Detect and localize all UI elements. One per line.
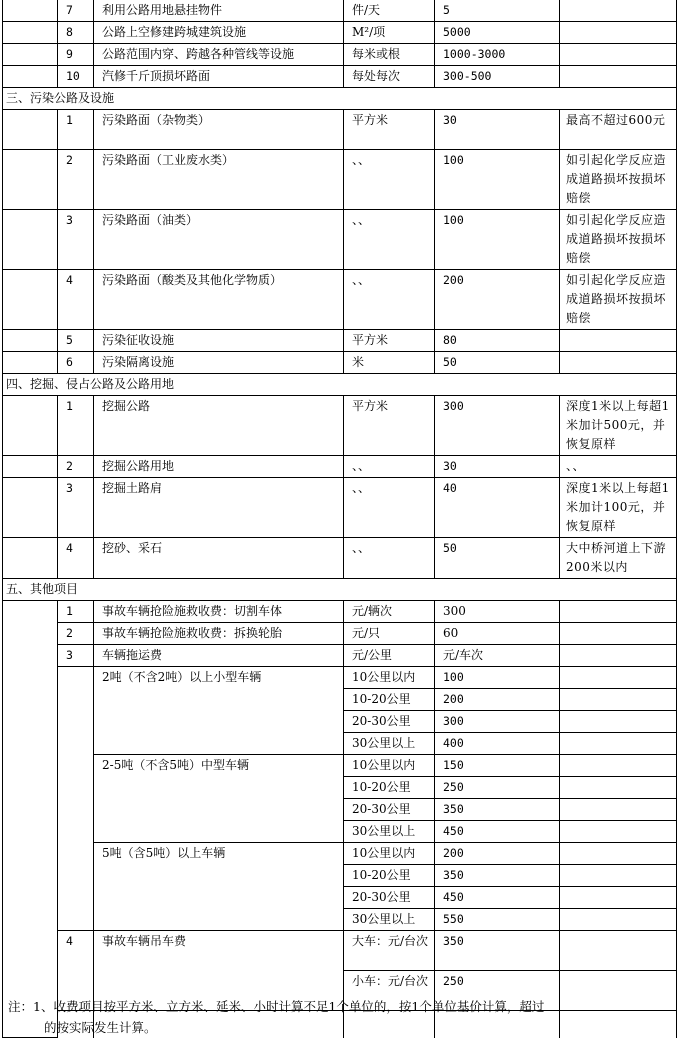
item-remark: 、、 <box>560 456 677 478</box>
item-price: 30 <box>435 110 560 150</box>
item-unit: 、、 <box>344 270 435 330</box>
section-header <box>3 579 677 601</box>
table-row <box>3 0 677 22</box>
tow-tier-row <box>3 843 677 865</box>
item-remark <box>560 0 677 22</box>
table-row <box>3 931 677 971</box>
tier-price: 400 <box>435 733 560 755</box>
item-number: 1 <box>58 396 94 456</box>
item-price: 5000 <box>435 22 560 44</box>
item-number: 3 <box>58 645 94 667</box>
table-row <box>3 210 677 270</box>
vehicle-class: 2-5吨（不含5吨）中型车辆 <box>94 755 344 843</box>
item-number: 2 <box>58 623 94 645</box>
item-unit: 米 <box>344 352 435 374</box>
blank-cell <box>560 799 677 821</box>
blank-cell <box>3 210 58 270</box>
item-unit: 每处每次 <box>344 66 435 88</box>
item-price: 200 <box>435 270 560 330</box>
item-unit: 、、 <box>344 538 435 579</box>
section-header <box>3 374 677 396</box>
item-name: 污染路面（油类） <box>94 210 344 270</box>
table-row <box>3 645 677 667</box>
item-name: 挖掘公路用地 <box>94 456 344 478</box>
table-row <box>3 44 677 66</box>
tier-price: 550 <box>435 909 560 931</box>
item-unit: 每米或根 <box>344 44 435 66</box>
item-number: 1 <box>58 110 94 150</box>
distance-tier: 20-30公里 <box>344 887 435 909</box>
blank-cell <box>560 821 677 843</box>
table-row <box>3 352 677 374</box>
blank-cell <box>3 538 58 579</box>
tier-price: 300 <box>435 711 560 733</box>
item-name: 污染征收设施 <box>94 330 344 352</box>
distance-tier: 10公里以内 <box>344 755 435 777</box>
item-name: 公路上空修建跨城建筑设施 <box>94 22 344 44</box>
table-row <box>3 330 677 352</box>
item-unit: 大车：元/台次 <box>344 931 435 971</box>
item-price: 80 <box>435 330 560 352</box>
table-row <box>3 601 677 623</box>
blank-cell <box>3 270 58 330</box>
blank-cell <box>560 711 677 733</box>
item-price: 5 <box>435 0 560 22</box>
item-price: 100 <box>435 210 560 270</box>
item-unit: 平方米 <box>344 330 435 352</box>
item-remark: 深度1米以上每超1米加计100元，并恢复原样 <box>560 478 677 538</box>
item-price: 60 <box>435 623 560 645</box>
section-title: 五、其他项目 <box>3 579 677 601</box>
item-price: 1000-3000 <box>435 44 560 66</box>
tier-price: 350 <box>435 799 560 821</box>
blank-cell <box>560 865 677 887</box>
table-row <box>3 396 677 456</box>
item-name: 污染路面（酸类及其他化学物质） <box>94 270 344 330</box>
item-unit: 件/天 <box>344 0 435 22</box>
table-row <box>3 623 677 645</box>
item-remark <box>560 645 677 667</box>
tow-tier-row <box>3 755 677 777</box>
item-price: 300-500 <box>435 66 560 88</box>
distance-tier: 30公里以上 <box>344 909 435 931</box>
blank-cell <box>3 0 58 22</box>
tier-price: 150 <box>435 755 560 777</box>
distance-tier: 10公里以内 <box>344 843 435 865</box>
item-unit: 小车：元/台次 <box>344 971 435 1011</box>
item-price: 300 <box>435 601 560 623</box>
item-price: 元/车次 <box>435 645 560 667</box>
table-row <box>3 456 677 478</box>
item-remark <box>560 44 677 66</box>
table-row <box>3 150 677 210</box>
blank-cell <box>3 330 58 352</box>
vehicle-class: 5吨（含5吨）以上车辆 <box>94 843 344 931</box>
blank-cell <box>3 601 58 1038</box>
blank-cell <box>3 352 58 374</box>
footnote <box>8 996 668 1038</box>
item-unit: M²/项 <box>344 22 435 44</box>
tier-price: 200 <box>435 689 560 711</box>
tier-price: 100 <box>435 667 560 689</box>
blank-cell <box>3 66 58 88</box>
table-row <box>3 66 677 88</box>
item-remark <box>560 601 677 623</box>
distance-tier: 20-30公里 <box>344 711 435 733</box>
blank-cell <box>3 150 58 210</box>
tow-tier-row <box>3 667 677 689</box>
item-name: 污染路面（工业废水类） <box>94 150 344 210</box>
table-row <box>3 110 677 150</box>
tier-price: 450 <box>435 887 560 909</box>
item-name: 污染路面（杂物类） <box>94 110 344 150</box>
item-remark: 深度1米以上每超1米加计500元，并恢复原样 <box>560 396 677 456</box>
item-unit: 元/公里 <box>344 645 435 667</box>
item-unit: 元/只 <box>344 623 435 645</box>
item-name: 挖掘公路 <box>94 396 344 456</box>
distance-tier: 30公里以上 <box>344 821 435 843</box>
item-name: 事故车辆吊车费 <box>94 931 344 1011</box>
item-remark: 如引起化学反应造成道路损坏按损坏赔偿 <box>560 210 677 270</box>
vehicle-class: 2吨（不含2吨）以上小型车辆 <box>94 667 344 755</box>
item-number: 8 <box>58 22 94 44</box>
blank-cell <box>58 667 94 931</box>
blank-cell <box>560 909 677 931</box>
blank-cell <box>560 843 677 865</box>
blank-cell <box>3 22 58 44</box>
blank-cell <box>560 931 677 971</box>
item-price: 50 <box>435 538 560 579</box>
item-number: 4 <box>58 270 94 330</box>
blank-cell <box>3 456 58 478</box>
item-name: 挖砂、采石 <box>94 538 344 579</box>
blank-cell <box>560 777 677 799</box>
section-header <box>3 88 677 110</box>
item-name: 利用公路用地悬挂物件 <box>94 0 344 22</box>
item-number: 5 <box>58 330 94 352</box>
item-name: 挖掘土路肩 <box>94 478 344 538</box>
section-title: 四、挖掘、侵占公路及公路用地 <box>3 374 677 396</box>
blank-cell <box>3 396 58 456</box>
distance-tier: 10-20公里 <box>344 865 435 887</box>
item-remark: 最高不超过600元 <box>560 110 677 150</box>
item-remark <box>560 22 677 44</box>
table-row <box>3 270 677 330</box>
distance-tier: 30公里以上 <box>344 733 435 755</box>
item-number: 1 <box>58 601 94 623</box>
item-unit: 平方米 <box>344 110 435 150</box>
item-name: 公路范围内穿、跨越各种管线等设施 <box>94 44 344 66</box>
item-number: 2 <box>58 456 94 478</box>
tier-price: 450 <box>435 821 560 843</box>
item-remark <box>560 352 677 374</box>
item-number: 7 <box>58 0 94 22</box>
distance-tier: 10-20公里 <box>344 777 435 799</box>
item-unit: 、、 <box>344 478 435 538</box>
blank-cell <box>3 110 58 150</box>
item-price: 30 <box>435 456 560 478</box>
item-number: 3 <box>58 478 94 538</box>
tier-price: 350 <box>435 865 560 887</box>
item-remark <box>560 330 677 352</box>
tier-price: 200 <box>435 843 560 865</box>
item-price: 250 <box>435 971 560 1011</box>
item-number: 10 <box>58 66 94 88</box>
item-price: 100 <box>435 150 560 210</box>
item-number: 6 <box>58 352 94 374</box>
item-unit: 元/辆次 <box>344 601 435 623</box>
item-number: 4 <box>58 538 94 579</box>
item-number: 4 <box>58 931 94 1011</box>
table-row <box>3 22 677 44</box>
blank-cell <box>3 44 58 66</box>
item-remark: 大中桥河道上下游200米以内 <box>560 538 677 579</box>
distance-tier: 10-20公里 <box>344 689 435 711</box>
blank-cell <box>560 689 677 711</box>
item-remark: 如引起化学反应造成道路损坏按损坏赔偿 <box>560 270 677 330</box>
item-price: 300 <box>435 396 560 456</box>
blank-cell <box>560 733 677 755</box>
item-unit: 平方米 <box>344 396 435 456</box>
footnote-line-1: 注：1、收费项目按平方米、立方米、延米、小时计算不足1个单位的，按1个单位基价计算，超过 <box>8 999 545 1014</box>
item-price: 50 <box>435 352 560 374</box>
item-price: 40 <box>435 478 560 538</box>
table-row <box>3 478 677 538</box>
item-number: 9 <box>58 44 94 66</box>
item-unit: 、、 <box>344 210 435 270</box>
blank-cell <box>560 755 677 777</box>
tier-price: 250 <box>435 777 560 799</box>
item-remark <box>560 66 677 88</box>
item-remark: 如引起化学反应造成道路损坏按损坏赔偿 <box>560 150 677 210</box>
item-name: 车辆拖运费 <box>94 645 344 667</box>
item-price: 350 <box>435 931 560 971</box>
item-name: 事故车辆抢险施救收费：拆换轮胎 <box>94 623 344 645</box>
distance-tier: 10公里以内 <box>344 667 435 689</box>
footnote-line-2: 的按实际发生计算。 <box>44 1020 157 1035</box>
item-name: 事故车辆抢险施救收费：切割车体 <box>94 601 344 623</box>
item-unit: 、、 <box>344 150 435 210</box>
blank-cell <box>560 667 677 689</box>
fee-table <box>2 0 677 1038</box>
distance-tier: 20-30公里 <box>344 799 435 821</box>
blank-cell <box>560 887 677 909</box>
table-row <box>3 538 677 579</box>
section-title: 三、污染公路及设施 <box>3 88 677 110</box>
item-name: 污染隔离设施 <box>94 352 344 374</box>
item-number: 2 <box>58 150 94 210</box>
item-name: 汽修千斤顶损坏路面 <box>94 66 344 88</box>
item-number: 3 <box>58 210 94 270</box>
blank-cell <box>3 478 58 538</box>
item-unit: 、、 <box>344 456 435 478</box>
item-remark <box>560 623 677 645</box>
